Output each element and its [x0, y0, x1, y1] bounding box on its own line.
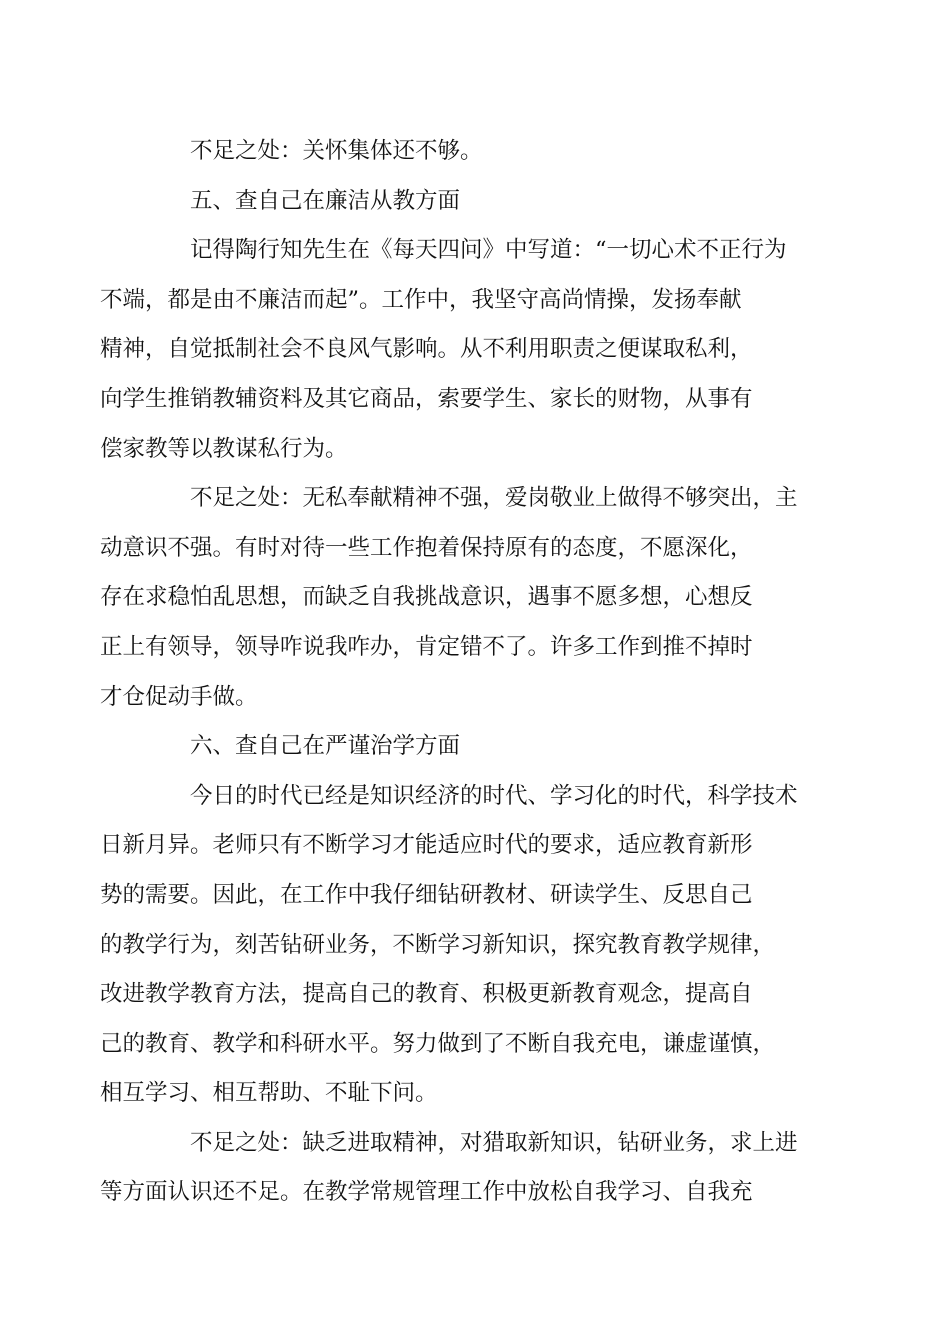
paragraph-6	[100, 772, 825, 1119]
text-line: 不足之处：缺乏进取精神，对猎取新知识，钻研业务，求上进	[190, 1129, 798, 1156]
text-line: 今日的时代已经是知识经济的时代、学习化的时代，科学技术	[190, 782, 798, 809]
section-heading-6	[145, 722, 825, 772]
paragraph-1	[145, 127, 825, 177]
heading-text: 六、查自己在严谨治学方面	[190, 733, 461, 760]
section-heading-5	[145, 177, 825, 227]
text-line: 动意识不强。有时对待一些工作抱着保持原有的态度，不愿深化，	[100, 534, 753, 561]
text-line: 记得陶行知先生在《每天四问》中写道：“一切心术不正行为	[190, 237, 787, 264]
text-line: 正上有领导，领导咋说我咋办，肯定错不了。许多工作到推不掉时	[100, 633, 753, 660]
text-line: 不足之处：关怀集体还不够。	[190, 138, 483, 164]
text-line: 的教学行为，刻苦钻研业务，不断学习新知识，探究教育教学规律，	[100, 931, 776, 958]
text-line: 势的需要。因此，在工作中我仔细钻研教材、研读学生、反思自己	[100, 881, 753, 908]
paragraph-3	[100, 226, 825, 474]
text-line: 等方面认识还不足。在教学常规管理工作中放松自我学习、自我充	[100, 1179, 753, 1206]
text-line: 不端，都是由不廉洁而起”。工作中，我坚守高尚情操，发扬奉献	[100, 286, 742, 313]
text-line: 不足之处：无私奉献精神不强，爱岗敬业上做得不够突出，主	[190, 485, 798, 512]
text-line: 改进教学教育方法，提高自己的教育、积极更新教育观念，提高自	[100, 981, 753, 1008]
text-line: 向学生推销教辅资料及其它商品，索要学生、家长的财物，从事有	[100, 385, 753, 412]
text-line: 精神，自觉抵制社会不良风气影响。从不利用职责之便谋取私利，	[100, 336, 753, 363]
text-line: 存在求稳怕乱思想，而缺乏自我挑战意识，遇事不愿多想，心想反	[100, 584, 753, 611]
text-line: 相互学习、相互帮助、不耻下问。	[100, 1080, 438, 1107]
heading-text: 五、查自己在廉洁从教方面	[190, 187, 461, 214]
document-body	[100, 127, 825, 1218]
paragraph-7	[100, 1119, 825, 1218]
text-line: 才仓促动手做。	[100, 683, 258, 710]
text-line: 偿家教等以教谋私行为。	[100, 435, 348, 462]
paragraph-4	[100, 474, 825, 722]
text-line: 己的教育、教学和科研水平。努力做到了不断自我充电，谦虚谨慎，	[100, 1030, 776, 1057]
text-line: 日新月异。老师只有不断学习才能适应时代的要求，适应教育新形	[100, 832, 753, 859]
